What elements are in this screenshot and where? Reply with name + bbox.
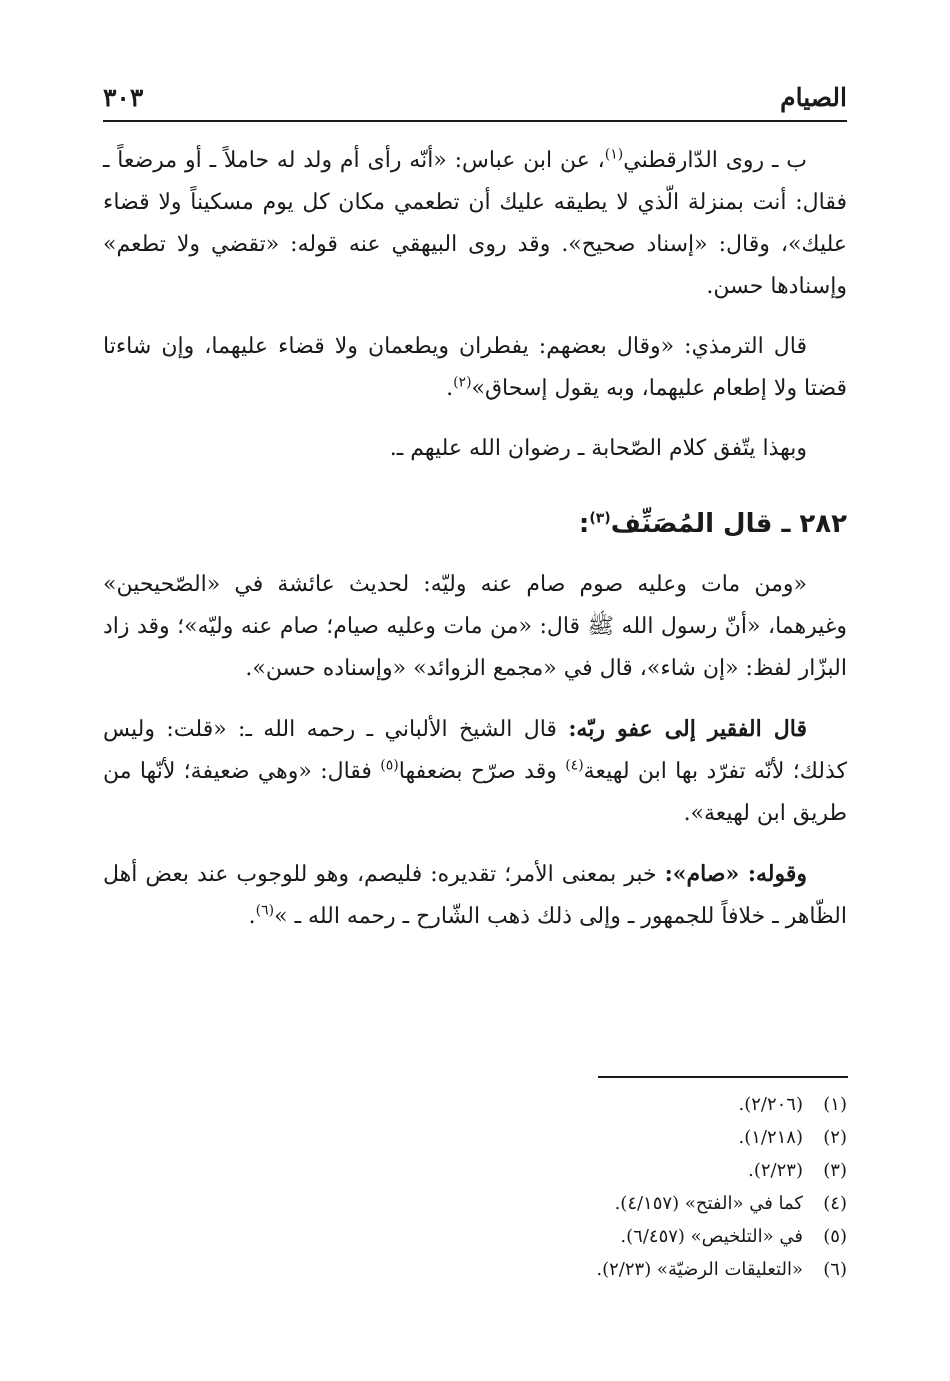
page-header bbox=[103, 78, 847, 116]
footnote-item bbox=[103, 1154, 847, 1187]
paragraph-tirmidhi bbox=[103, 326, 847, 410]
text-span: قال الترمذي: «وقال بعضهم: يفطران ويطعمان ولا قضاء عليهما، وإن شاءتا قضتا ولا إطعام عليهما، وبه يقول إسحاق» bbox=[103, 334, 847, 401]
text-span: ب ـ روى الدّارقطني bbox=[623, 148, 807, 173]
bold-lead: وقوله: «صام»: bbox=[664, 861, 807, 887]
footnote-number: (١) bbox=[823, 1094, 847, 1115]
main-text bbox=[103, 140, 847, 956]
footnote-text: (٢/٢٠٦). bbox=[738, 1094, 803, 1115]
footnote-number: (٣) bbox=[823, 1160, 847, 1181]
footnote-item bbox=[103, 1088, 847, 1121]
footnote-text: (٢/٢٣). bbox=[748, 1160, 803, 1181]
page-number: ٣٠٣ bbox=[103, 82, 144, 112]
footnote-item bbox=[103, 1253, 847, 1286]
footnote-number: (٥) bbox=[823, 1226, 847, 1247]
paragraph-daraqutni bbox=[103, 140, 847, 308]
heading-colon: : bbox=[578, 509, 590, 539]
footnote-item bbox=[103, 1220, 847, 1253]
footnote-text: كما في «الفتح» (٤/١٥٧). bbox=[614, 1193, 803, 1214]
footnote-text: (١/٢١٨). bbox=[738, 1127, 803, 1148]
text-span: قال الشيخ الألباني ـ رحمه الله ـ: «قلت: وليس كذلك؛ لأنّه تفرّد بها ابن لهيعة bbox=[103, 717, 847, 784]
footnote-ref: (٦) bbox=[255, 902, 275, 919]
heading-text: ٢٨٢ ـ قال المُصَنِّف bbox=[610, 509, 847, 539]
text-span: ، عن ابن عباس: «أنّه رأى أم ولد له حاملاً ـ أو مرضعاً ـ فقال: أنت بمنزلة الّذي لا يطيقه عليك أن تطعمي مكان كل يوم مسكيناً ولا قضاء عليك»، وقال: «إسناد صحيح». وقد روى البيهقي عنه قوله: «تقضي ولا تطعم» وإسنادها حسن. bbox=[103, 148, 847, 299]
footnote-item bbox=[103, 1187, 847, 1220]
text-span: فقال: «وهي ضعيفة؛ لأنّها من طريق ابن لهيعة». bbox=[103, 759, 847, 826]
footnote-number: (٦) bbox=[823, 1259, 847, 1280]
paragraph-qawluhu bbox=[103, 853, 847, 938]
header-divider bbox=[103, 120, 847, 122]
footnote-text: في «التلخيص» (٦/٤٥٧). bbox=[620, 1226, 803, 1247]
text-span: خبر بمعنى الأمر؛ تقديره: فليصم، وهو للوجوب عند بعض أهل الظّاهر ـ خلافاً للجمهور ـ وإلى ذلك ذهب الشّارح ـ رحمه الله ـ » bbox=[103, 862, 847, 929]
footnote-ref: (٥) bbox=[380, 757, 399, 774]
text-span: . bbox=[446, 376, 454, 401]
chapter-title: الصيام bbox=[780, 82, 847, 112]
footnote-number: (٤) bbox=[823, 1193, 847, 1214]
text-span: وقد صرّح بضعفها bbox=[398, 759, 566, 784]
footnote-ref: (٤) bbox=[565, 757, 584, 774]
footnote-item bbox=[103, 1121, 847, 1154]
footnote-number: (٢) bbox=[823, 1127, 847, 1148]
section-heading bbox=[103, 504, 847, 544]
footnote-ref: (٣) bbox=[589, 510, 611, 527]
bold-lead: قال الفقير إلى عفو ربّه: bbox=[568, 716, 807, 742]
text-span: . bbox=[248, 904, 256, 929]
paragraph-albani bbox=[103, 708, 847, 835]
footnotes bbox=[103, 1088, 847, 1286]
paragraph-sahaba: وبهذا يتّفق كلام الصّحابة ـ رضوان الله عليهم ـ. bbox=[389, 436, 807, 461]
footnote-ref: (٢) bbox=[453, 374, 472, 391]
footnote-text: «التعليقات الرضيّة» (٢/٢٣). bbox=[596, 1259, 803, 1280]
footnote-ref: (١) bbox=[604, 146, 624, 163]
footnote-divider bbox=[598, 1076, 848, 1078]
paragraph-hadith: «ومن مات وعليه صوم صام عنه وليّه: لحديث عائشة في «الصّحيحين» وغيرهما، «أنّ رسول الله ﷺ قال: «من مات وعليه صيام؛ صام عنه وليّه»؛ وقد زاد البزّار لفظ: «إن شاء»، قال في «مجمع الزوائد» «وإسناده حسن». bbox=[103, 572, 847, 681]
